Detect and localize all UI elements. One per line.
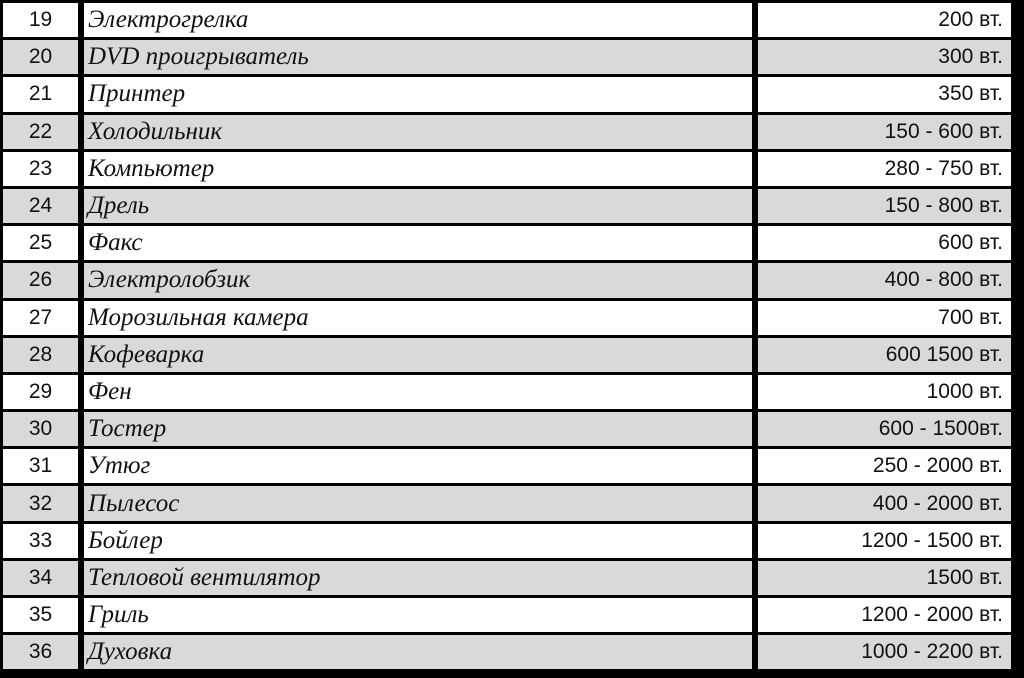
- appliance-name-cell: Тепловой вентилятор: [84, 561, 752, 595]
- table-row: [3, 226, 1017, 260]
- row-number-cell: 34: [3, 561, 78, 595]
- appliance-name-cell: Факс: [84, 226, 752, 260]
- row-number-cell: 19: [3, 3, 78, 37]
- row-number-cell: 35: [3, 598, 78, 632]
- appliance-name-cell: Пылесос: [84, 486, 752, 520]
- appliance-name-cell: Электрогрелка: [84, 3, 752, 37]
- row-number-cell: 23: [3, 152, 78, 186]
- power-value-cell: 400 - 800 вт.: [758, 263, 1011, 297]
- row-number-cell: 31: [3, 449, 78, 483]
- power-value-cell: 1000 вт.: [758, 375, 1011, 409]
- power-value-cell: 600 1500 вт.: [758, 338, 1011, 372]
- appliance-name-cell: Компьютер: [84, 152, 752, 186]
- power-value-cell: 1200 - 1500 вт.: [758, 524, 1011, 558]
- table-row: [3, 40, 1017, 74]
- table-row: [3, 375, 1017, 409]
- appliance-power-table: [3, 3, 1017, 669]
- appliance-name-cell: Утюг: [84, 449, 752, 483]
- appliance-name-cell: Духовка: [84, 635, 752, 669]
- table-row: [3, 449, 1017, 483]
- table-row: [3, 3, 1017, 37]
- table-row: [3, 635, 1017, 669]
- table-row: [3, 486, 1017, 520]
- table-row: [3, 598, 1017, 632]
- row-number-cell: 26: [3, 263, 78, 297]
- row-number-cell: 21: [3, 77, 78, 111]
- table-row: [3, 338, 1017, 372]
- power-value-cell: 600 - 1500вт.: [758, 412, 1011, 446]
- row-number-cell: 24: [3, 189, 78, 223]
- appliance-name-cell: Фен: [84, 375, 752, 409]
- power-value-cell: 280 - 750 вт.: [758, 152, 1011, 186]
- row-number-cell: 30: [3, 412, 78, 446]
- power-value-cell: 1500 вт.: [758, 561, 1011, 595]
- table-row: [3, 263, 1017, 297]
- appliance-name-cell: Морозильная камера: [84, 301, 752, 335]
- power-value-cell: 250 - 2000 вт.: [758, 449, 1011, 483]
- table-row: [3, 301, 1017, 335]
- row-number-cell: 29: [3, 375, 78, 409]
- power-value-cell: 600 вт.: [758, 226, 1011, 260]
- row-number-cell: 27: [3, 301, 78, 335]
- power-value-cell: 150 - 800 вт.: [758, 189, 1011, 223]
- table-row: [3, 115, 1017, 149]
- power-value-cell: 700 вт.: [758, 301, 1011, 335]
- table-row: [3, 189, 1017, 223]
- table-row: [3, 524, 1017, 558]
- appliance-name-cell: Электролобзик: [84, 263, 752, 297]
- table-row: [3, 77, 1017, 111]
- power-value-cell: 300 вт.: [758, 40, 1011, 74]
- row-number-cell: 28: [3, 338, 78, 372]
- row-number-cell: 25: [3, 226, 78, 260]
- appliance-name-cell: Тостер: [84, 412, 752, 446]
- row-number-cell: 36: [3, 635, 78, 669]
- row-number-cell: 22: [3, 115, 78, 149]
- table-row: [3, 152, 1017, 186]
- row-number-cell: 20: [3, 40, 78, 74]
- appliance-name-cell: Гриль: [84, 598, 752, 632]
- row-number-cell: 32: [3, 486, 78, 520]
- power-value-cell: 1000 - 2200 вт.: [758, 635, 1011, 669]
- table-row: [3, 412, 1017, 446]
- power-value-cell: 1200 - 2000 вт.: [758, 598, 1011, 632]
- appliance-name-cell: Холодильник: [84, 115, 752, 149]
- power-value-cell: 150 - 600 вт.: [758, 115, 1011, 149]
- appliance-name-cell: Кофеварка: [84, 338, 752, 372]
- table-row: [3, 561, 1017, 595]
- appliance-name-cell: Дрель: [84, 189, 752, 223]
- appliance-name-cell: DVD проигрыватель: [84, 40, 752, 74]
- power-value-cell: 350 вт.: [758, 77, 1011, 111]
- appliance-name-cell: Бойлер: [84, 524, 752, 558]
- row-number-cell: 33: [3, 524, 78, 558]
- power-value-cell: 400 - 2000 вт.: [758, 486, 1011, 520]
- appliance-name-cell: Принтер: [84, 77, 752, 111]
- power-value-cell: 200 вт.: [758, 3, 1011, 37]
